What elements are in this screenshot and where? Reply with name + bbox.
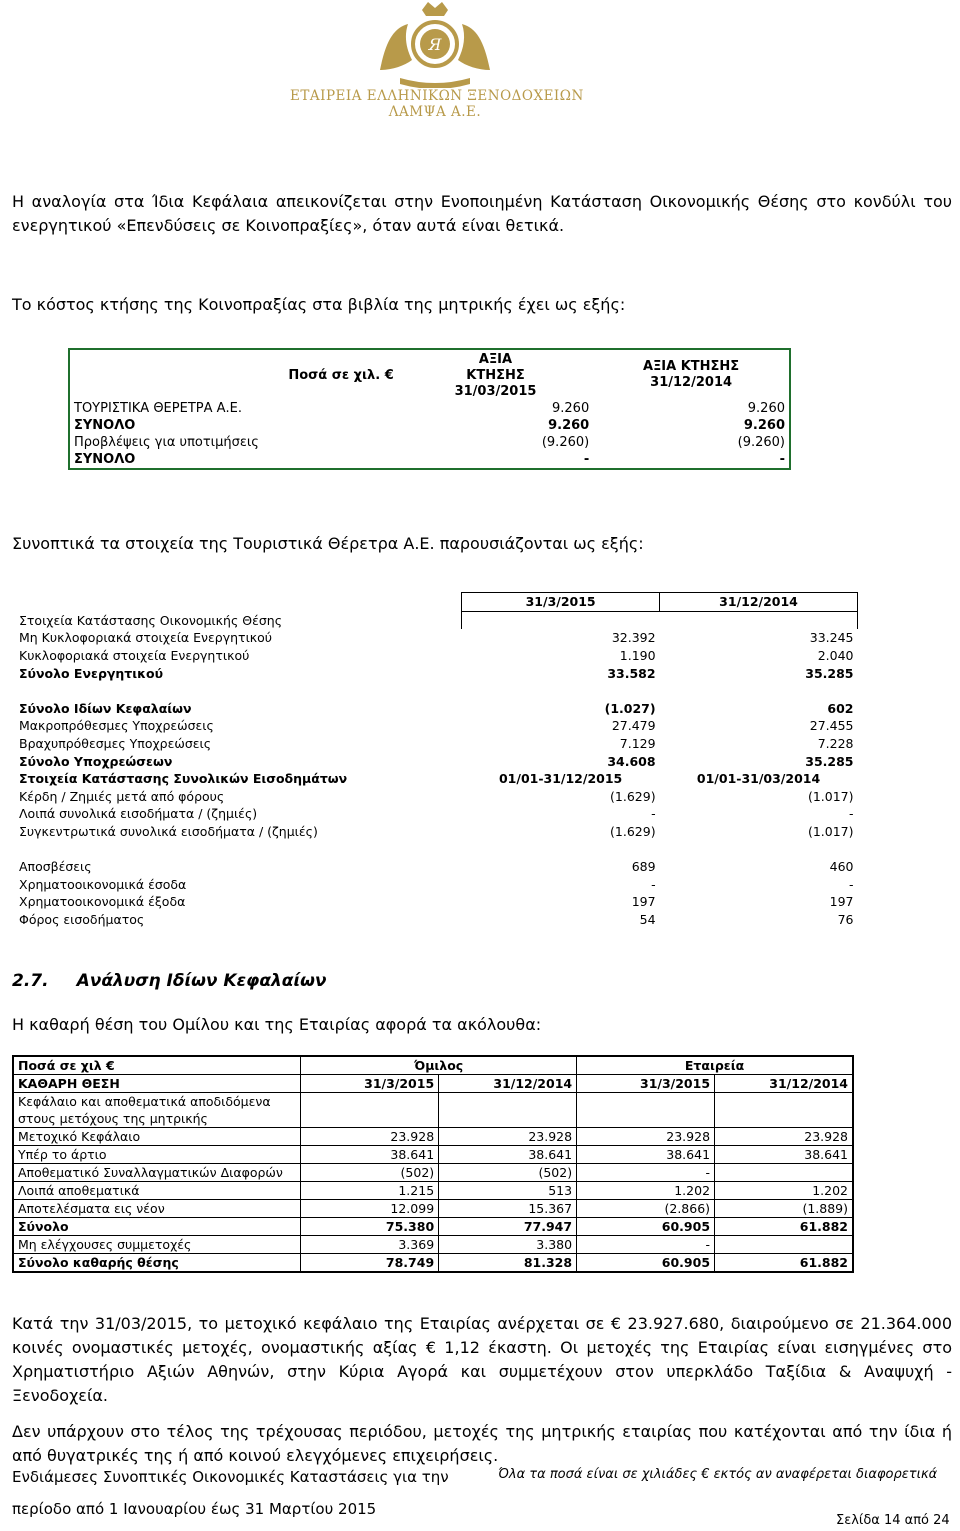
amounts-header: Ποσά σε χιλ € xyxy=(13,1056,301,1075)
paragraph-equity-note: Η αναλογία στα Ίδια Κεφάλαια απεικονίζεται στην Ενοποιημένη Κατάσταση Οικονομικής Θέσης στο κονδύλι του ενεργητικού «Επενδύσεις σε Κοινοπραξίες», όταν αυτά είναι θετικά. xyxy=(12,192,952,235)
table-row: Μη Κυκλοφοριακά στοιχεία Ενεργητικού 32.392 33.245 xyxy=(19,630,854,646)
footer-period: περίοδο από 1 Ιανουαρίου έως 31 Μαρτίου 2015 xyxy=(12,1500,377,1518)
table-row xyxy=(15,682,858,700)
table-row: Υπέρ το άρτιο 38.641 38.641 38.641 38.641 xyxy=(13,1146,853,1164)
col-header-31-03-2015: ΑΞΙΑ ΚΤΗΣΗΣ 31/03/2015 xyxy=(454,352,537,399)
table-row: Στοιχεία Κατάστασης Οικονομικής Θέσης xyxy=(15,611,858,629)
summary-table xyxy=(15,592,858,928)
paragraph-cost-intro: Το κόστος κτήσης της Κοινοπραξίας στα βιβλία της μητρικής έχει ως εξής: xyxy=(12,295,626,314)
crest-icon xyxy=(360,0,510,88)
table-row: Συγκεντρωτικά συνολικά εισοδήματα / (ζημιές) (1.629) (1.017) xyxy=(19,824,854,840)
page-number: Σελίδα 14 από 24 xyxy=(836,1513,950,1528)
table-row: Μη ελέγχουσες συμμετοχές 3.369 3.380 - xyxy=(13,1236,853,1254)
table-row: Χρηματοοικονομικά έσοδα - - xyxy=(19,876,854,892)
table-row: Βραχυπρόθεσμες Υποχρεώσεις 7.129 7.228 xyxy=(19,736,854,752)
table-row xyxy=(15,840,858,858)
section-heading: 2.7. Ανάλυση Ιδίων Κεφαλαίων xyxy=(12,971,327,991)
table-row: Αποσβέσεις 689 460 xyxy=(19,859,854,875)
table-row: Σύνολο Υποχρεώσεων 34.608 35.285 xyxy=(19,753,854,769)
table-row: Χρηματοοικονομικά έξοδα 197 197 xyxy=(19,894,854,910)
table-row: Κυκλοφοριακά στοιχεία Ενεργητικού 1.190 2.040 xyxy=(19,648,854,664)
table-row: ΣΥΝΟΛΟ - - xyxy=(74,452,785,467)
table-row: Μακροπρόθεσμες Υποχρεώσεις 27.479 27.455 xyxy=(19,718,854,734)
table-row: Κεφάλαιο και αποθεματικά αποδιδόμενα στους μετόχους της μητρικής xyxy=(13,1093,853,1128)
cost-table xyxy=(68,348,791,470)
table-row: Σύνολο Ιδίων Κεφαλαίων (1.027) 602 xyxy=(19,700,854,716)
paragraph-equity-intro: Η καθαρή θέση του Ομίλου και της Εταιρίας αφορά τα ακόλουθα: xyxy=(12,1015,542,1034)
footer-note: Όλα τα ποσά είναι σε χιλιάδες € εκτός αν αναφέρεται διαφορετικά xyxy=(498,1467,938,1482)
table-row: Φόρος εισοδήματος 54 76 xyxy=(19,911,854,927)
company-logo xyxy=(290,0,584,128)
company-header: Εταιρεία xyxy=(577,1056,853,1075)
footer-title: Ενδιάμεσες Συνοπτικές Οικονομικές Καταστάσεις για την xyxy=(12,1468,449,1486)
equity-table: Ποσά σε χιλ € Όμιλος Εταιρεία ΚΑΘΑΡΗ ΘΕΣΗ 31/3/2015 31/12/2014 31/3/2015 31/12/2014 Κεφάλαιο και αποθεματικά αποδιδόμενα στους μετόχους της μητρικής Μετοχικό Κεφάλαιο 23.928 23.928 23.928 23.928 Υπέρ το άρτιο 38.641 38.641 38.641 38.641 Αποθεματικό Συναλλαγματικών Διαφορών (502) (502) - Λοιπά αποθεματικά 1.215 513 1.202 1.202 Αποτελέσματα εις νέον 12.099 15.367 (2.866) (1.889) Σύνολο 75.380 77.947 60.905 61.882 Μη ελέγχουσες συμμετοχές 3.369 3.380 - Σύνολο καθαρής θέσης 78.749 81.328 60.905 61.882 xyxy=(12,1055,854,1273)
table-row: Αποτελέσματα εις νέον 12.099 15.367 (2.866) (1.889) xyxy=(13,1200,853,1218)
table-row: Λοιπά αποθεματικά 1.215 513 1.202 1.202 xyxy=(13,1182,853,1200)
group-header: Όμιλος xyxy=(301,1056,577,1075)
col-header-31-12-2014: ΑΞΙΑ ΚΤΗΣΗΣ 31/12/2014 xyxy=(643,359,740,390)
table-row: Στοιχεία Κατάστασης Συνολικών Εισοδημάτων 01/01-31/12/2015 01/01-31/03/2014 xyxy=(19,771,821,787)
table-row: Σύνολο 75.380 77.947 60.905 61.882 xyxy=(13,1218,853,1236)
table-row: Σύνολο καθαρής θέσης 78.749 81.328 60.905 61.882 xyxy=(13,1254,853,1273)
table-row: Μετοχικό Κεφάλαιο 23.928 23.928 23.928 23.928 xyxy=(13,1128,853,1146)
paragraph-summary-intro: Συνοπτικά τα στοιχεία της Τουριστικά Θέρετρα Α.Ε. παρουσιάζονται ως εξής: xyxy=(12,534,644,553)
table-row: Προβλέψεις για υποτιμήσεις (9.260) (9.260) xyxy=(74,435,785,450)
table-row: Αποθεματικό Συναλλαγματικών Διαφορών (502) (502) - xyxy=(13,1164,853,1182)
company-name-line2: ΛΑΜΨΑ Α.Ε. xyxy=(388,104,482,120)
amounts-header: Ποσά σε χιλ. € xyxy=(288,367,394,383)
svg-text:Я: Я xyxy=(428,35,442,54)
paragraph-share-capital: Κατά την 31/03/2015, το μετοχικό κεφάλαιο της Εταιρίας ανέρχεται σε € 23.927.680, διαιρούμενο σε 21.364.000 κοινές ονομαστικές μετοχές, ονομαστικής αξίας € 1,12 έκαστη. Οι μετοχές της Εταιρίας είναι εισηγμένες στο Χρηματιστήριο Αξιών Αθηνών, στην Κύρια Αγορά και συμμετέχουν στον υπερκλάδο Ταξίδια & Αναψυχή - Ξενοδοχεία. xyxy=(12,1314,952,1405)
paragraph-treasury-shares: Δεν υπάρχουν στο τέλος της τρέχουσας περιόδου, μετοχές της μητρικής εταιρίας που κατέχονται από την ίδια ή από θυγατρικές της ή από κοινού ελεγχόμενες επιχειρήσεις. xyxy=(12,1422,952,1465)
table-row: Κέρδη / Ζημιές μετά από φόρους (1.629) (1.017) xyxy=(19,788,854,804)
table-row: ΣΥΝΟΛΟ 9.260 9.260 xyxy=(74,418,785,433)
col-header-31-3-2015: 31/3/2015 xyxy=(462,593,660,612)
table-row: Λοιπά συνολικά εισοδήματα / (ζημιές) - - xyxy=(19,806,854,822)
table-row: Σύνολο Ενεργητικού 33.582 35.285 xyxy=(19,665,854,681)
table-row: ΤΟΥΡΙΣΤΙΚΑ ΘΕΡΕΤΡΑ Α.Ε. 9.260 9.260 xyxy=(74,401,785,416)
col-header-31-12-2014: 31/12/2014 xyxy=(660,593,858,612)
company-name: ΕΤΑΙΡΕΙΑ ΕΛΛΗΝΙΚΩΝ ΞΕΝΟΔΟΧΕΙΩΝ xyxy=(290,88,584,104)
